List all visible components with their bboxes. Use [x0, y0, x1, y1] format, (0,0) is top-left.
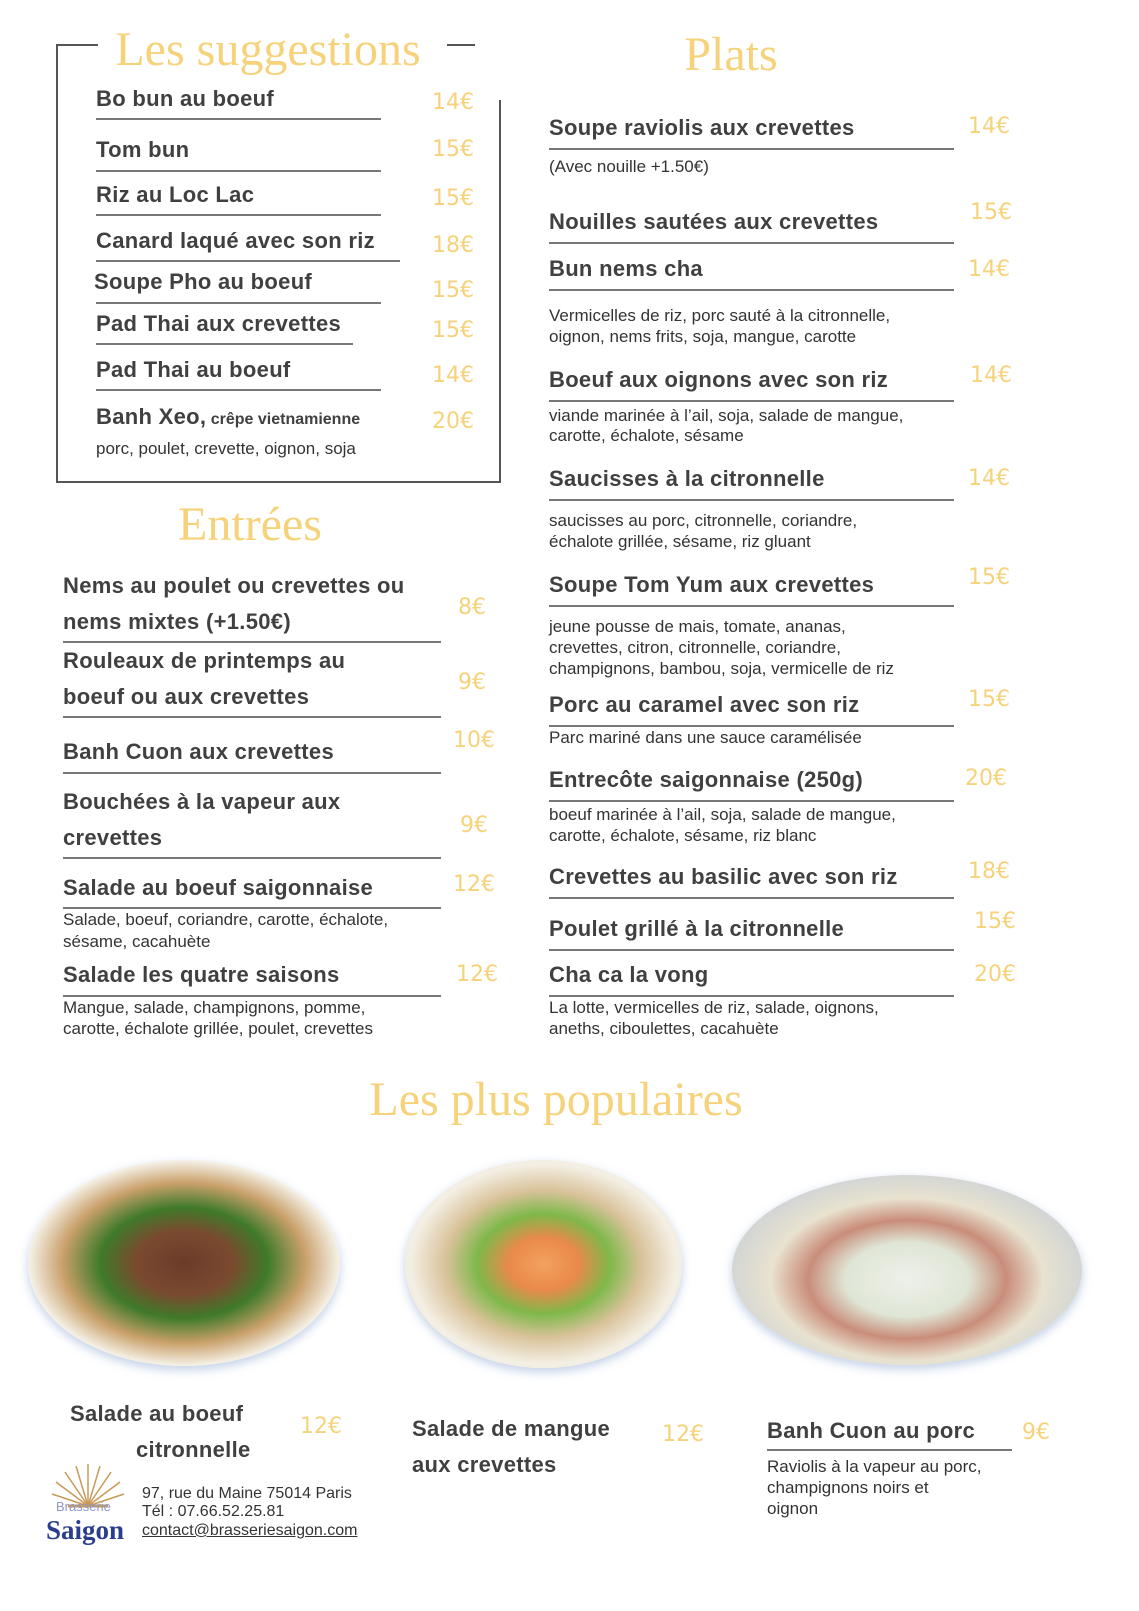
plats-item-description: aneths, ciboulettes, cacahuète — [549, 1019, 779, 1039]
plats-item-price: 14€ — [968, 465, 1010, 491]
populaires-item-description: champignons noirs et — [767, 1478, 929, 1498]
plats-item-divider — [549, 289, 954, 291]
entrees-item-divider — [63, 641, 441, 643]
suggestions-item-divider — [96, 214, 381, 216]
dish-photo-salade-mangue — [405, 1160, 682, 1368]
plats-item-name[interactable]: Soupe raviolis aux crevettes — [549, 114, 855, 140]
plats-item-divider — [549, 605, 954, 607]
suggestions-item-divider — [96, 118, 381, 120]
plats-item-description: échalote grillée, sésame, riz gluant — [549, 532, 811, 552]
suggestions-item-name[interactable]: Pad Thai aux crevettes — [96, 310, 342, 336]
suggestions-item-name[interactable]: Pad Thai au boeuf — [96, 356, 291, 382]
plats-item-price: 18€ — [968, 858, 1010, 884]
plats-item-divider — [549, 242, 954, 244]
plats-item-divider — [549, 897, 954, 899]
logo-saigon: Saigon — [46, 1515, 125, 1545]
logo — [38, 1460, 138, 1550]
plats-item-divider — [549, 400, 954, 402]
plats-title: Plats — [684, 28, 778, 81]
plats-item-name[interactable]: Porc au caramel avec son riz — [549, 691, 860, 717]
suggestions-item-price: 14€ — [432, 89, 474, 115]
plats-item-description: crevettes, citron, citronnelle, coriandre, — [549, 638, 841, 658]
entrees-item-divider — [63, 995, 441, 997]
plats-item-divider — [549, 800, 954, 802]
entrees-title: Entrées — [178, 498, 322, 551]
plats-item-name[interactable]: Poulet grillé à la citronnelle — [549, 915, 845, 941]
suggestions-title: Les suggestions — [115, 23, 421, 76]
suggestions-item-price: 15€ — [432, 317, 474, 343]
populaires-item-name[interactable]: citronnelle — [136, 1436, 251, 1462]
plats-item-description: champignons, bambou, soja, vermicelle de riz — [549, 659, 894, 679]
suggestions-item-price: 15€ — [432, 136, 474, 162]
populaires-item-description: oignon — [767, 1499, 819, 1519]
entrees-item-price: 12€ — [456, 961, 498, 987]
entrees-item-name[interactable]: Rouleaux de printemps au — [63, 647, 346, 673]
populaires-item-price: 12€ — [300, 1413, 342, 1439]
plats-item-name[interactable]: Cha ca la vong — [549, 961, 709, 987]
suggestions-item-description: porc, poulet, crevette, oignon, soja — [96, 439, 356, 459]
plats-item-name[interactable]: Entrecôte saigonnaise (250g) — [549, 766, 864, 792]
entrees-item-price: 10€ — [453, 727, 495, 753]
plats-item-divider — [549, 725, 954, 727]
populaires-item-name[interactable]: Banh Cuon au porc — [767, 1417, 975, 1443]
suggestions-item-divider — [96, 302, 381, 304]
entrees-item-name[interactable]: crevettes — [63, 824, 163, 850]
suggestions-frame-top-right — [447, 44, 475, 46]
entrees-item-description: Mangue, salade, champignons, pomme, — [63, 998, 366, 1018]
entrees-item-price: 9€ — [458, 669, 486, 695]
suggestions-item-name[interactable]: Riz au Loc Lac — [96, 181, 255, 207]
entrees-item-divider — [63, 907, 441, 909]
plats-item-description: carotte, échalote, sésame, riz blanc — [549, 826, 817, 846]
populaires-item-name[interactable]: Salade au boeuf — [70, 1400, 244, 1426]
suggestions-item-name[interactable]: Soupe Pho au boeuf — [94, 268, 313, 294]
plats-item-price: 20€ — [974, 961, 1016, 987]
plats-item-divider — [549, 995, 954, 997]
plats-item-description: Parc mariné dans une sauce caramélisée — [549, 728, 862, 748]
plats-item-description: boeuf marinée à l’ail, soja, salade de mangue, — [549, 805, 896, 825]
entrees-item-description: sésame, cacahuète — [63, 932, 211, 952]
plats-item-name[interactable]: Boeuf aux oignons avec son riz — [549, 366, 889, 392]
plats-item-name[interactable]: Nouilles sautées aux crevettes — [549, 208, 879, 234]
entrees-item-name[interactable]: boeuf ou aux crevettes — [63, 683, 310, 709]
address: 97, rue du Maine 75014 Paris — [142, 1485, 352, 1502]
entrees-item-divider — [63, 772, 441, 774]
plats-item-description: saucisses au porc, citronnelle, coriandre, — [549, 511, 858, 531]
logo-brasserie: Brasserie — [56, 1499, 111, 1514]
phone: Tél : 07.66.52.25.81 — [142, 1503, 285, 1520]
dish-photo-salade-boeuf — [28, 1160, 340, 1366]
entrees-item-divider — [63, 857, 441, 859]
plats-item-divider — [549, 148, 954, 150]
entrees-item-divider — [63, 716, 441, 718]
populaires-title: Les plus populaires — [369, 1073, 743, 1126]
plats-item-name[interactable]: Bun nems cha — [549, 255, 703, 281]
plats-item-divider — [549, 949, 954, 951]
plats-item-price: 15€ — [974, 908, 1016, 934]
suggestions-item-price: 20€ — [432, 408, 474, 434]
suggestions-item-divider — [96, 343, 353, 345]
suggestions-item-name[interactable]: Banh Xeo, crêpe vietnamienne — [96, 403, 361, 429]
plats-item-description: jeune pousse de mais, tomate, ananas, — [549, 617, 846, 637]
suggestions-item-name[interactable]: Bo bun au boeuf — [96, 85, 275, 111]
entrees-item-name[interactable]: Salade les quatre saisons — [63, 961, 340, 987]
plats-item-description: Vermicelles de riz, porc sauté à la citronnelle, — [549, 306, 891, 326]
suggestions-item-price: 15€ — [432, 277, 474, 303]
suggestions-item-name[interactable]: Tom bun — [96, 136, 190, 162]
populaires-item-price: 12€ — [662, 1421, 704, 1447]
entrees-item-name[interactable]: Banh Cuon aux crevettes — [63, 738, 334, 764]
plats-item-description: viande marinée à l’ail, soja, salade de mangue, — [549, 406, 904, 426]
suggestions-item-name[interactable]: Canard laqué avec son riz — [96, 227, 375, 253]
entrees-item-price: 12€ — [453, 871, 495, 897]
plats-item-price: 15€ — [968, 686, 1010, 712]
plats-item-description: La lotte, vermicelles de riz, salade, oignons, — [549, 998, 879, 1018]
populaires-item-description: Raviolis à la vapeur au porc, — [767, 1457, 982, 1477]
plats-item-price: 14€ — [970, 362, 1012, 388]
plats-item-divider — [549, 499, 954, 501]
plats-item-description: (Avec nouille +1.50€) — [549, 157, 709, 177]
entrees-item-description: Salade, boeuf, coriandre, carotte, échalote, — [63, 910, 389, 930]
item-note: crêpe vietnamienne — [206, 410, 361, 428]
suggestions-item-divider — [96, 260, 400, 262]
plats-item-description: carotte, échalote, sésame — [549, 426, 744, 446]
plats-item-price: 15€ — [970, 199, 1012, 225]
plats-item-price: 15€ — [968, 564, 1010, 590]
suggestions-item-price: 15€ — [432, 185, 474, 211]
plats-item-description: oignon, nems frits, soja, mangue, carotte — [549, 327, 857, 347]
email-link[interactable]: contact@brasseriesaigon.com — [142, 1522, 358, 1539]
populaires-item-divider — [767, 1449, 1012, 1451]
plats-item-name[interactable]: Crevettes au basilic avec son riz — [549, 863, 898, 889]
populaires-item-name[interactable]: aux crevettes — [412, 1451, 557, 1477]
entrees-item-name[interactable]: Salade au boeuf saigonnaise — [63, 874, 374, 900]
plats-item-name[interactable]: Saucisses à la citronnelle — [549, 465, 825, 491]
dish-photo-banh-cuon — [732, 1175, 1082, 1365]
plats-item-price: 14€ — [968, 256, 1010, 282]
plats-item-price: 20€ — [965, 765, 1007, 791]
suggestions-item-price: 14€ — [432, 362, 474, 388]
plats-item-price: 14€ — [968, 113, 1010, 139]
suggestions-item-divider — [96, 389, 381, 391]
entrees-item-price: 8€ — [458, 594, 486, 620]
entrees-item-name[interactable]: Bouchées à la vapeur aux — [63, 788, 341, 814]
entrees-item-price: 9€ — [460, 812, 488, 838]
plats-item-name[interactable]: Soupe Tom Yum aux crevettes — [549, 571, 875, 597]
entrees-item-name[interactable]: nems mixtes (+1.50€) — [63, 608, 291, 634]
entrees-item-description: carotte, échalote grillée, poulet, crevettes — [63, 1019, 373, 1039]
populaires-item-name[interactable]: Salade de mangue — [412, 1415, 610, 1441]
populaires-item-price: 9€ — [1022, 1419, 1050, 1445]
entrees-item-name[interactable]: Nems au poulet ou crevettes ou — [63, 572, 405, 598]
suggestions-item-divider — [96, 170, 381, 172]
suggestions-item-price: 18€ — [432, 232, 474, 258]
